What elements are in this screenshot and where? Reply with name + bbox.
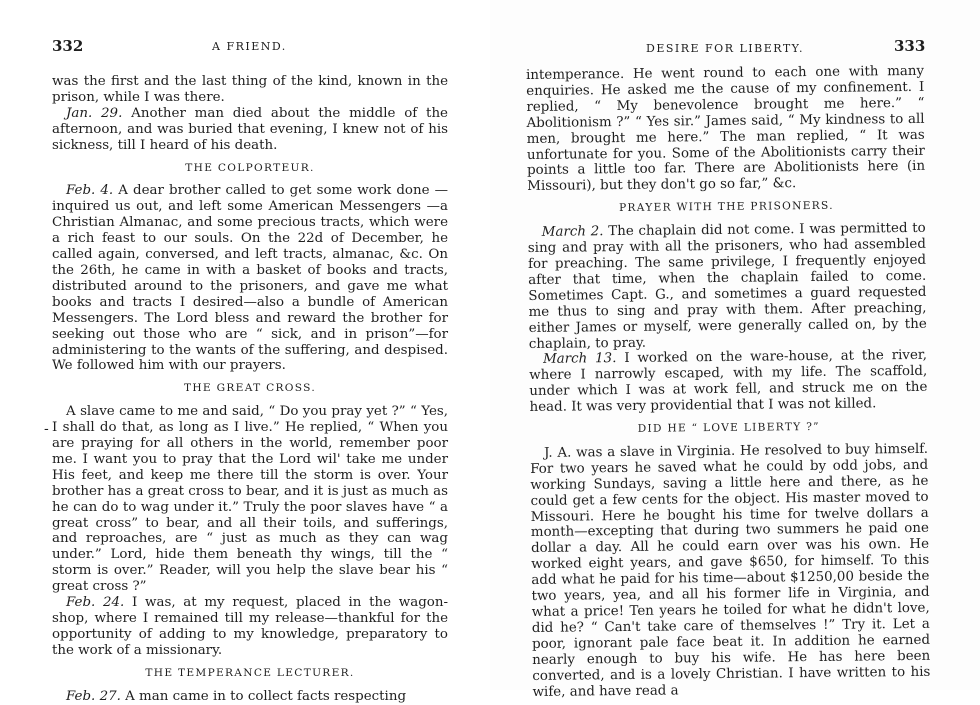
section-heading: THE COLPORTEUR. xyxy=(185,161,315,174)
left-page xyxy=(0,0,490,704)
paragraph: March 2. The chaplain did not come. I was permitted to sing and pray with all the prisoners, who had assembled for preaching. The same privilege, I frequently enjoyed after that time, when the chaplain failed to come. Sometimes Capt. G., and sometimes a guard requested me thus to sing and pray with them. After preaching, either James or myself, were generally called on, by the chaplain, to pray. xyxy=(527,220,927,352)
paragraph: Feb. 27. A man came in to collect facts respecting xyxy=(66,688,407,704)
page-number: 333 xyxy=(894,37,926,55)
paragraph: Feb. 4. A dear brother called to get some work done —inquired us out, and left some American Messengers —a Christian Almanac, and some precious tracts, which were a rich feast to our souls. On the 22d of December, he called again, conversed, and left tracts, almanac, &c. On the 26th, he came in with a basket of books and tracts, distributed around to the prisoners, and gave me what books and tracts I desired—also a bundle of American Messengers. The Lord bless and reward the brother for seeking out those who are “ sick, and in prison”—for administering to the wants of the suffering, and despised. We followed him with our prayers. xyxy=(52,183,449,374)
section-heading: THE TEMPERANCE LECTURER. xyxy=(145,666,355,679)
running-head: A FRIEND. xyxy=(212,40,287,53)
section-heading: THE GREAT CROSS. xyxy=(184,382,316,395)
text-column xyxy=(52,74,448,705)
paragraph: J. A. was a slave in Virginia. He resolved to buy himself. For two years he saved what he could by odd jobs, and working Sundays, saving a little here and there, as he could get a few cents for the object. His master moved to Missouri. Here he bought his time for twelve dollars a month—excepting that during two summers he paid one dollar a day. All he could earn over was his own. He worked eight years, and gave $650, for himself. To this add what he paid for his time—about $1250,00 beside the two years, yea, and all his former life in Virginia, and what a price! Ten years he toiled for what he didn't love, did he? “ Can't take care of themselves !” Try it. Let a poor, ignorant pale face beat it. In addition he earned nearly enough to buy his wife. He has here been converted, and is a lovely Christian. I have written to his wife, and have read a xyxy=(530,441,931,700)
running-head: DESIRE FOR LIBERTY. xyxy=(646,42,804,55)
page-number: 332 xyxy=(52,37,84,55)
paragraph: A slave came to me and said, “ Do you pray yet ?” “ Yes, I shall do that, as long as I live.” He replied, “ When you are praying for all others in the world, remember poor me. I want you to pray that the Lord wil' take me under His feet, and keep me there till the storm is over. Your brother has a great cross to bear, and it is just as much as he can do to wag under it.” Truly the poor slaves have “ a great cross” to bear, and all their toils, and sufferings, and reproaches, are “ just as much as they can wag under.” Lord, hide them beneath thy wings, till the “ storm is over.” Reader, will you help the slave bear his “ great cross ?” xyxy=(52,404,448,595)
paragraph: March 13. I worked on the ware-house, at the river, where I narrowly escaped, with my life. The scaffold, under which I was at work fell, and struck me on the head. It was very providential that I was not killed. xyxy=(529,348,928,416)
text-column xyxy=(526,64,931,701)
section-heading: DID HE “ LOVE LIBERTY ?” xyxy=(637,420,820,435)
paragraph: was the first and the last thing of the kind, known in the prison, while I was there. xyxy=(52,74,448,105)
section-heading: PRAYER WITH THE PRISONERS. xyxy=(619,200,834,215)
margin-mark: - xyxy=(44,421,49,437)
paragraph: Jan. 29. Another man died about the middle of the afternoon, and was buried that evening, I knew not of his sickness, till I heard of his death. xyxy=(52,105,448,153)
paragraph: intemperance. He went round to each one with many enquiries. He asked me the cause of my confinement. I replied, “ My benevolence brought me here.” “ Abolitionism ?” “ Yes sir.” James said, “ My kindness to all men, brought me here.” The man replied, “ It was unfortunate for you. Some of the Abolitionists carry their points a little too far. There are Abolitionists here (in Missouri), but they don't go so far,” &c. xyxy=(526,63,926,195)
right-page xyxy=(490,0,980,700)
paragraph: Feb. 24. I was, at my request, placed in the wagon-shop, where I remained till my release—thankful for the opportunity of adding to my knowledge, preparatory to the work of a missionary. xyxy=(52,595,448,658)
